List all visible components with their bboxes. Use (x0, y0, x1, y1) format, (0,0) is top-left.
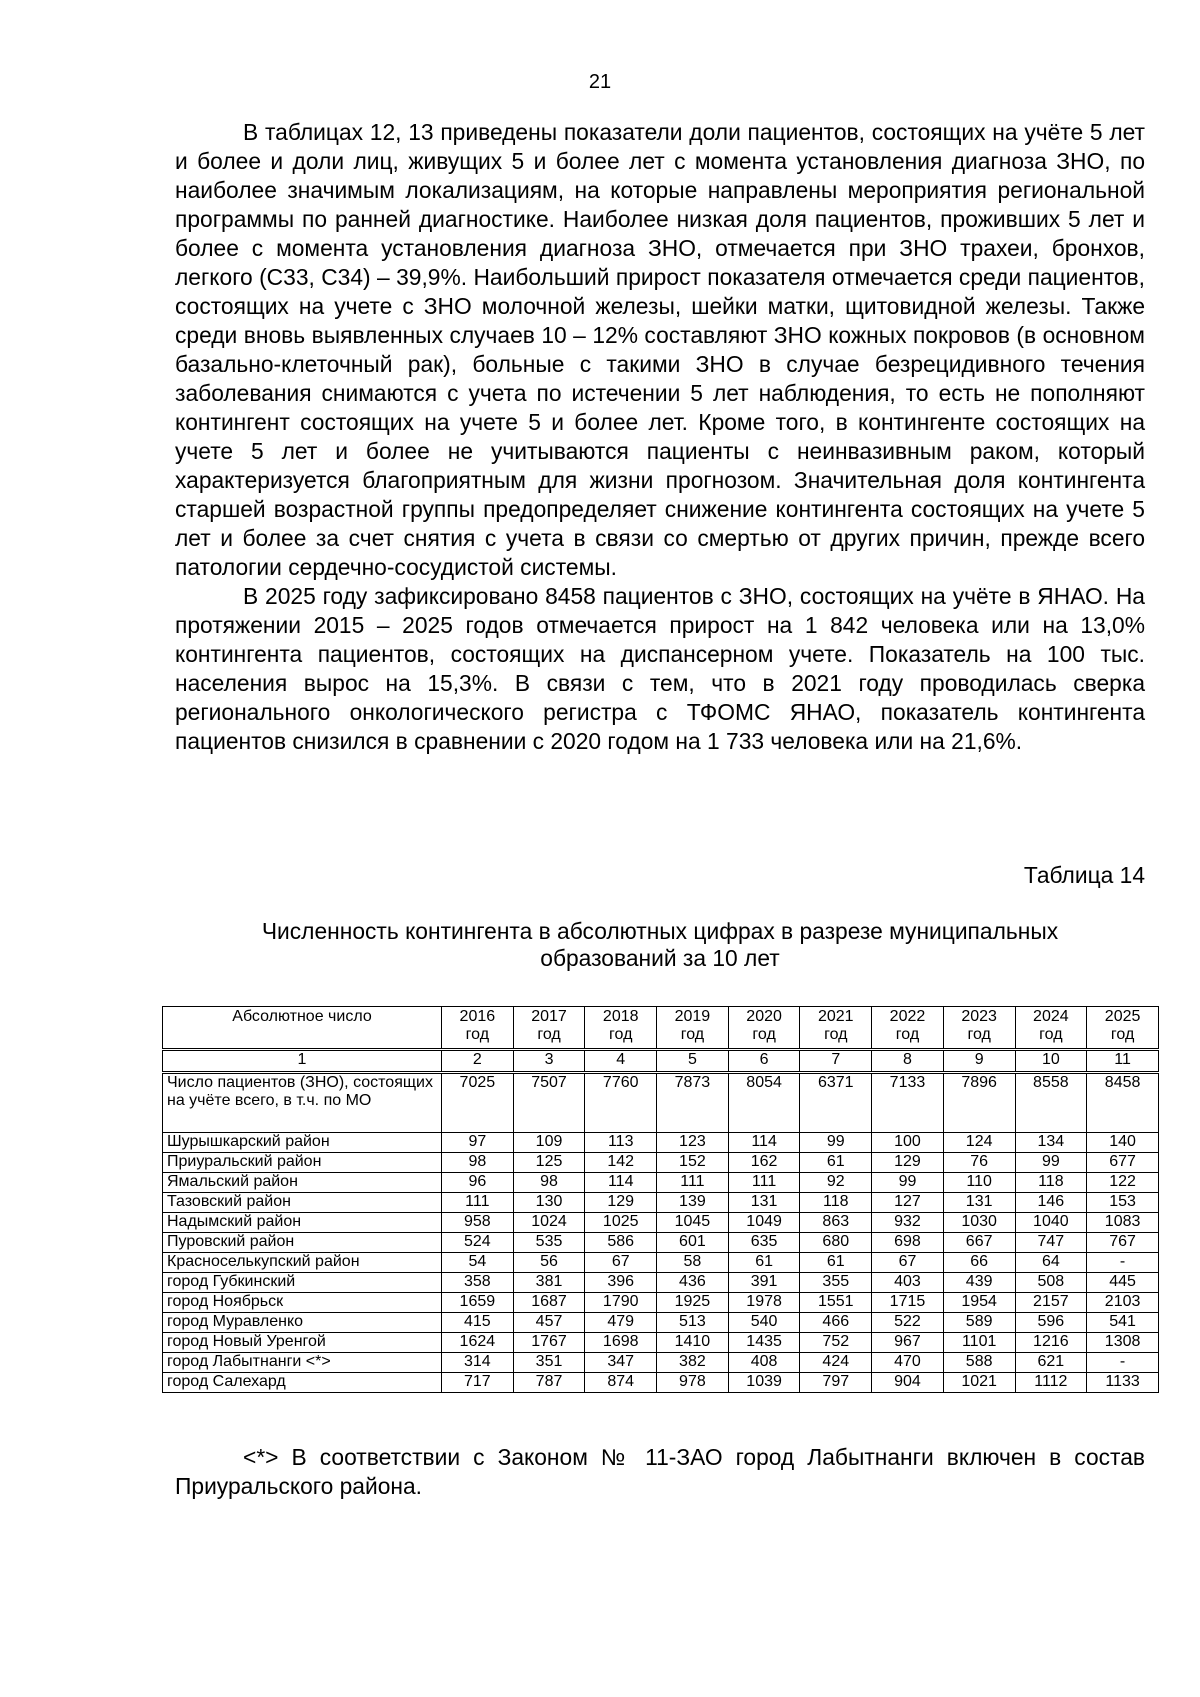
value-cell: - (1087, 1253, 1159, 1273)
row-label-cell: город Салехард (163, 1373, 442, 1393)
value-cell: 1978 (728, 1293, 800, 1313)
value-cell: 54 (442, 1253, 514, 1273)
column-number-cell: 3 (513, 1050, 585, 1073)
column-number-cell: 4 (585, 1050, 657, 1073)
value-cell: 1045 (657, 1213, 729, 1233)
value-cell: 92 (800, 1173, 872, 1193)
table-row (163, 1173, 1159, 1193)
value-cell: 67 (872, 1253, 944, 1273)
value-cell: 99 (800, 1133, 872, 1153)
value-cell: 508 (1015, 1273, 1087, 1293)
value-cell: 513 (657, 1313, 729, 1333)
table-row (163, 1153, 1159, 1173)
value-cell: 131 (728, 1193, 800, 1213)
value-cell: 61 (800, 1253, 872, 1273)
page-number: 21 (588, 71, 612, 93)
table-header-cell: Абсолютное число (163, 1007, 442, 1050)
value-cell: 8558 (1015, 1073, 1087, 1133)
row-label-cell: Ямальский район (163, 1173, 442, 1193)
value-cell: 61 (728, 1253, 800, 1273)
value-cell: 1040 (1015, 1213, 1087, 1233)
value-cell: 470 (872, 1353, 944, 1373)
value-cell: 1216 (1015, 1333, 1087, 1353)
value-cell: 1024 (513, 1213, 585, 1233)
table-header-cell: 2021 год (800, 1007, 872, 1050)
value-cell: 8458 (1087, 1073, 1159, 1133)
table-header-cell: 2020 год (728, 1007, 800, 1050)
row-label-cell: город Муравленко (163, 1313, 442, 1333)
value-cell: 98 (513, 1173, 585, 1193)
value-cell: 118 (800, 1193, 872, 1213)
table-header-cell: 2018 год (585, 1007, 657, 1050)
value-cell: 118 (1015, 1173, 1087, 1193)
value-cell: 96 (442, 1173, 514, 1193)
value-cell: 522 (872, 1313, 944, 1333)
value-cell: 127 (872, 1193, 944, 1213)
value-cell: 1039 (728, 1373, 800, 1393)
value-cell: - (1087, 1353, 1159, 1373)
value-cell: 1101 (943, 1333, 1015, 1353)
table-row (163, 1293, 1159, 1313)
value-cell: 114 (585, 1173, 657, 1193)
table-title: Численность контингента в абсолютных цифрах в разрезе муниципальных образований за 10 лет (261, 918, 1059, 971)
value-cell: 382 (657, 1353, 729, 1373)
value-cell: 381 (513, 1273, 585, 1293)
table-header-cell: 2025 год (1087, 1007, 1159, 1050)
value-cell: 1687 (513, 1293, 585, 1313)
value-cell: 436 (657, 1273, 729, 1293)
value-cell: 396 (585, 1273, 657, 1293)
value-cell: 111 (657, 1173, 729, 1193)
column-number-cell: 6 (728, 1050, 800, 1073)
table-header-row (163, 1007, 1159, 1050)
table-row (163, 1313, 1159, 1333)
column-number-cell: 8 (872, 1050, 944, 1073)
value-cell: 747 (1015, 1233, 1087, 1253)
value-cell: 113 (585, 1133, 657, 1153)
value-cell: 1659 (442, 1293, 514, 1313)
footnote (175, 1443, 1145, 1501)
table-row (163, 1273, 1159, 1293)
value-cell: 787 (513, 1373, 585, 1393)
value-cell: 540 (728, 1313, 800, 1333)
column-number-row (163, 1050, 1159, 1073)
value-cell: 1025 (585, 1213, 657, 1233)
value-cell: 767 (1087, 1233, 1159, 1253)
value-cell: 1954 (943, 1293, 1015, 1313)
value-cell: 7760 (585, 1073, 657, 1133)
value-cell: 1030 (943, 1213, 1015, 1233)
value-cell: 111 (728, 1173, 800, 1193)
table-header-cell: 2016 год (442, 1007, 514, 1050)
table-row (163, 1353, 1159, 1373)
value-cell: 588 (943, 1353, 1015, 1373)
value-cell: 403 (872, 1273, 944, 1293)
value-cell: 535 (513, 1233, 585, 1253)
value-cell: 1435 (728, 1333, 800, 1353)
value-cell: 415 (442, 1313, 514, 1333)
value-cell: 541 (1087, 1313, 1159, 1333)
value-cell: 1308 (1087, 1333, 1159, 1353)
value-cell: 457 (513, 1313, 585, 1333)
table-label: Таблица 14 (1023, 862, 1145, 888)
row-label-cell: город Новый Уренгой (163, 1333, 442, 1353)
table-row (163, 1133, 1159, 1153)
value-cell: 142 (585, 1153, 657, 1173)
value-cell: 596 (1015, 1313, 1087, 1333)
value-cell: 2157 (1015, 1293, 1087, 1313)
table-row (163, 1253, 1159, 1273)
value-cell: 797 (800, 1373, 872, 1393)
value-cell: 524 (442, 1233, 514, 1253)
value-cell: 479 (585, 1313, 657, 1333)
value-cell: 314 (442, 1353, 514, 1373)
contingent-table (162, 1006, 1159, 1393)
value-cell: 122 (1087, 1173, 1159, 1193)
column-number-cell: 9 (943, 1050, 1015, 1073)
body-text (175, 118, 1145, 756)
value-cell: 445 (1087, 1273, 1159, 1293)
value-cell: 58 (657, 1253, 729, 1273)
value-cell: 7873 (657, 1073, 729, 1133)
row-label-cell: город Ноябрьск (163, 1293, 442, 1313)
table-header-cell: 2017 год (513, 1007, 585, 1050)
table-body (163, 1050, 1159, 1393)
footnote-text: <*> В соответствии с Законом № 11-ЗАО город Лабытнанги включен в состав Приуральского района. (175, 1444, 1145, 1499)
value-cell: 1624 (442, 1333, 514, 1353)
value-cell: 99 (1015, 1153, 1087, 1173)
column-number-cell: 5 (657, 1050, 729, 1073)
value-cell: 67 (585, 1253, 657, 1273)
value-cell: 114 (728, 1133, 800, 1153)
value-cell: 66 (943, 1253, 1015, 1273)
value-cell: 698 (872, 1233, 944, 1253)
column-number-cell: 2 (442, 1050, 514, 1073)
value-cell: 64 (1015, 1253, 1087, 1273)
value-cell: 131 (943, 1193, 1015, 1213)
table-row (163, 1233, 1159, 1253)
value-cell: 601 (657, 1233, 729, 1253)
value-cell: 589 (943, 1313, 1015, 1333)
value-cell: 134 (1015, 1133, 1087, 1153)
table-row (163, 1213, 1159, 1233)
value-cell: 7025 (442, 1073, 514, 1133)
value-cell: 130 (513, 1193, 585, 1213)
value-cell: 1790 (585, 1293, 657, 1313)
value-cell: 153 (1087, 1193, 1159, 1213)
value-cell: 1698 (585, 1333, 657, 1353)
paragraph: В таблицах 12, 13 приведены показатели доли пациентов, состоящих на учёте 5 лет и более и доли лиц, живущих 5 и более лет с момента установления диагноза ЗНО, по наиболее значимым локализациям, на которые направлены мероприятия региональной программы по ранней диагностике. Наиболее низкая доля пациентов, проживших 5 лет и более с момента установления диагноза ЗНО, отмечается при ЗНО трахеи, бронхов, легкого (С33, С34) – 39,9%. Наибольший прирост показателя отмечается среди пациентов, состоящих на учете с ЗНО молочной железы, шейки матки, щитовидной железы. Также среди вновь выявленных случаев 10 – 12% составляют ЗНО кожных покровов (в основном базально-клеточный рак), больные с такими ЗНО в случае безрецидивного течения заболевания снимаются с учета по истечении 5 лет наблюдения, то есть не пополняют контингент состоящих на учете 5 и более лет. Кроме того, в контингенте состоящих на учете 5 лет и более не учитываются пациенты с неинвазивным раком, который характеризуется благоприятным для жизни прогнозом. Значительная доля контингента старшей возрастной группы предопределяет снижение контингента состоящих на учете 5 лет и более за счет снятия с учета в связи со смертью от других причин, прежде всего патологии сердечно-сосудистой системы. (175, 119, 1145, 580)
value-cell: 2103 (1087, 1293, 1159, 1313)
table-row (163, 1333, 1159, 1353)
value-cell: 351 (513, 1353, 585, 1373)
value-cell: 635 (728, 1233, 800, 1253)
value-cell: 932 (872, 1213, 944, 1233)
value-cell: 355 (800, 1273, 872, 1293)
row-label-cell: город Лабытнанги <*> (163, 1353, 442, 1373)
value-cell: 904 (872, 1373, 944, 1393)
value-cell: 863 (800, 1213, 872, 1233)
row-label-cell: Пуровский район (163, 1233, 442, 1253)
row-label-cell: город Губкинский (163, 1273, 442, 1293)
value-cell: 129 (872, 1153, 944, 1173)
column-number-cell: 7 (800, 1050, 872, 1073)
value-cell: 7507 (513, 1073, 585, 1133)
value-cell: 1410 (657, 1333, 729, 1353)
value-cell: 99 (872, 1173, 944, 1193)
value-cell: 677 (1087, 1153, 1159, 1173)
value-cell: 978 (657, 1373, 729, 1393)
value-cell: 874 (585, 1373, 657, 1393)
value-cell: 56 (513, 1253, 585, 1273)
value-cell: 1112 (1015, 1373, 1087, 1393)
value-cell: 667 (943, 1233, 1015, 1253)
value-cell: 717 (442, 1373, 514, 1393)
column-number-cell: 1 (163, 1050, 442, 1073)
value-cell: 1925 (657, 1293, 729, 1313)
value-cell: 1715 (872, 1293, 944, 1313)
column-number-cell: 10 (1015, 1050, 1087, 1073)
paragraph: В 2025 году зафиксировано 8458 пациентов с ЗНО, состоящих на учёте в ЯНАО. На протяжении 2015 – 2025 годов отмечается прирост на 1 842 человека или на 13,0% контингента пациентов, состоящих на диспансерном учете. Показатель на 100 тыс. населения вырос на 15,3%. В связи с тем, что в 2021 году проводилась сверка регионального онкологического регистра с ТФОМС ЯНАО, показатель контингента пациентов снизился в сравнении с 2020 годом на 1 733 человека или на 21,6%. (175, 583, 1145, 754)
value-cell: 408 (728, 1353, 800, 1373)
value-cell: 680 (800, 1233, 872, 1253)
value-cell: 125 (513, 1153, 585, 1173)
value-cell: 1021 (943, 1373, 1015, 1393)
value-cell: 439 (943, 1273, 1015, 1293)
value-cell: 124 (943, 1133, 1015, 1153)
value-cell: 1049 (728, 1213, 800, 1233)
table-row (163, 1193, 1159, 1213)
table-row (163, 1073, 1159, 1133)
row-label-cell: Шурышкарский район (163, 1133, 442, 1153)
value-cell: 586 (585, 1233, 657, 1253)
value-cell: 752 (800, 1333, 872, 1353)
table-header-cell: 2024 год (1015, 1007, 1087, 1050)
value-cell: 123 (657, 1133, 729, 1153)
row-label-cell: Число пациентов (ЗНО), состоящих на учёте всего, в т.ч. по МО (163, 1073, 442, 1133)
value-cell: 97 (442, 1133, 514, 1153)
value-cell: 61 (800, 1153, 872, 1173)
value-cell: 146 (1015, 1193, 1087, 1213)
table-header-cell: 2019 год (657, 1007, 729, 1050)
value-cell: 129 (585, 1193, 657, 1213)
table-header-cell: 2023 год (943, 1007, 1015, 1050)
value-cell: 958 (442, 1213, 514, 1233)
value-cell: 347 (585, 1353, 657, 1373)
value-cell: 152 (657, 1153, 729, 1173)
value-cell: 424 (800, 1353, 872, 1373)
value-cell: 1133 (1087, 1373, 1159, 1393)
value-cell: 100 (872, 1133, 944, 1153)
value-cell: 6371 (800, 1073, 872, 1133)
table-header-cell: 2022 год (872, 1007, 944, 1050)
table-row (163, 1373, 1159, 1393)
value-cell: 1767 (513, 1333, 585, 1353)
value-cell: 1083 (1087, 1213, 1159, 1233)
value-cell: 621 (1015, 1353, 1087, 1373)
value-cell: 140 (1087, 1133, 1159, 1153)
value-cell: 76 (943, 1153, 1015, 1173)
value-cell: 110 (943, 1173, 1015, 1193)
value-cell: 7896 (943, 1073, 1015, 1133)
value-cell: 162 (728, 1153, 800, 1173)
column-number-cell: 11 (1087, 1050, 1159, 1073)
value-cell: 111 (442, 1193, 514, 1213)
value-cell: 8054 (728, 1073, 800, 1133)
value-cell: 967 (872, 1333, 944, 1353)
value-cell: 109 (513, 1133, 585, 1153)
value-cell: 466 (800, 1313, 872, 1333)
row-label-cell: Красноселькупский район (163, 1253, 442, 1273)
value-cell: 98 (442, 1153, 514, 1173)
value-cell: 358 (442, 1273, 514, 1293)
value-cell: 1551 (800, 1293, 872, 1313)
row-label-cell: Приуральский район (163, 1153, 442, 1173)
value-cell: 391 (728, 1273, 800, 1293)
row-label-cell: Тазовский район (163, 1193, 442, 1213)
value-cell: 139 (657, 1193, 729, 1213)
row-label-cell: Надымский район (163, 1213, 442, 1233)
value-cell: 7133 (872, 1073, 944, 1133)
